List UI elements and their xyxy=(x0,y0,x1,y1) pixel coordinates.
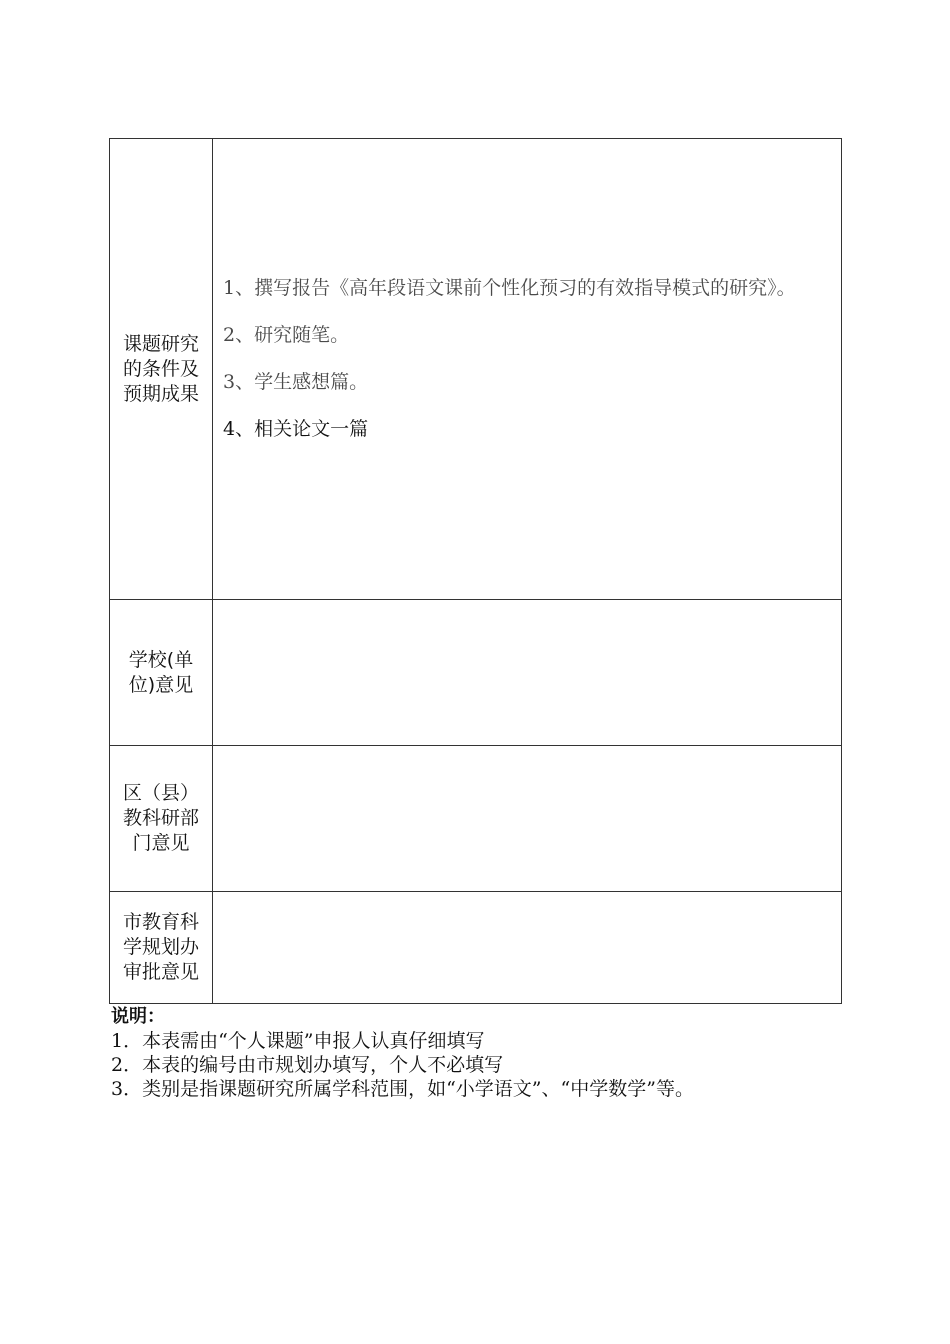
outcomes-cell[interactable] xyxy=(213,139,842,600)
form-row-school-opinion xyxy=(110,600,842,746)
outcome-item: 2、研究随笔。 xyxy=(223,324,350,346)
note-line: 2．本表的编号由市规划办填写，个人不必填写 xyxy=(111,1054,504,1076)
row-label-conditions-outcomes: 课题研究的条件及预期成果 xyxy=(122,332,199,405)
district-opinion-field[interactable] xyxy=(213,746,842,892)
note-line: 1．本表需由“个人课题”申报人认真仔细填写 xyxy=(111,1030,485,1052)
form-row-conditions-outcomes xyxy=(110,139,842,600)
outcome-item: 3、学生感想篇。 xyxy=(223,371,369,393)
note-line: 3．类别是指课题研究所属学科范围，如“小学语文”、“中学数学”等。 xyxy=(111,1078,694,1100)
outcome-item: 4、相关论文一篇 xyxy=(223,418,369,440)
label-cell xyxy=(110,746,213,892)
outcome-item: 1、撰写报告《高年段语文课前个性化预习的有效指导模式的研究》。 xyxy=(223,277,796,299)
city-approval-field[interactable] xyxy=(213,892,842,1004)
application-form-table xyxy=(109,138,842,1004)
row-label-school-opinion: 学校(单位)意见 xyxy=(128,648,194,696)
row-label-district-opinion: 区（县）教科研部门意见 xyxy=(122,782,199,854)
expected-outcomes-list xyxy=(223,275,831,442)
notes-title: 说明： xyxy=(111,1006,165,1027)
school-opinion-field[interactable] xyxy=(213,600,842,746)
form-row-district-opinion xyxy=(110,746,842,892)
label-cell xyxy=(110,139,213,600)
row-label-city-approval: 市教育科学规划办审批意见 xyxy=(122,911,199,983)
label-cell xyxy=(110,600,213,746)
form-row-city-approval xyxy=(110,892,842,1004)
label-cell xyxy=(110,892,213,1004)
notes-section xyxy=(111,1005,851,1101)
